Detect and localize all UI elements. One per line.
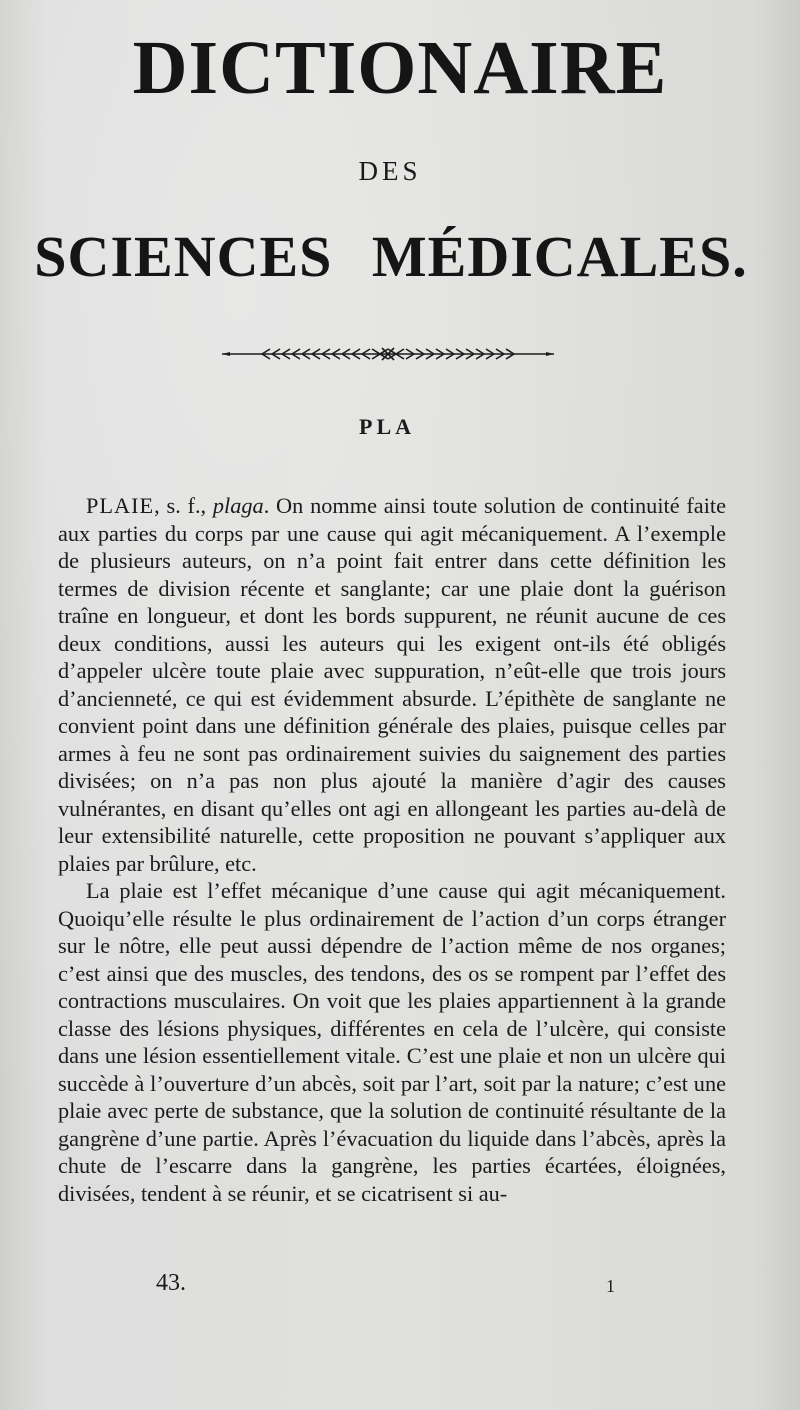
paragraph-2: La plaie est l’effet mécanique d’une cause qui agit mécaniquement. Quoiqu’elle résulte le plus ordinairement de l’action d’un corps étranger sur le nôtre, elle peut aussi dépendre de l’action même de nos organes; c’est ainsi que des muscles, des tendons, des os se rompent par l’effet des contractions musculaires. On voit que les plaies appartiennent à la grande classe des lésions physiques, différentes en cela de l’ulcère, qui consiste dans une lésion essentiellement vitale. C’est une plaie et non un ulcère qui succède à l’ouverture d’un abcès, soit par l’art, soit par la nature; c’est une plaie avec perte de substance, que la solution de continuité résultante de la gangrène d’une partie. Après l’évacuation du liquide dans l’abcès, après la chute de l’escarre dans la gangrène, les parties écartées, éloignées, divisées, tendent à se réunir, et se cicatrisent si au- <box>58 878 726 1206</box>
article-body <box>58 492 726 1207</box>
signature-mark: 1 <box>606 1276 615 1296</box>
title-des: DES <box>358 156 422 186</box>
section-heading: PLA <box>359 414 415 439</box>
paragraph-1 <box>58 492 726 877</box>
latin-term: plaga <box>212 493 264 518</box>
decorative-rule-icon <box>222 346 554 362</box>
title-sciences-medicales: SCIENCES MÉDICALES. <box>34 224 748 289</box>
paragraph-1-text: . On nomme ainsi toute solution de continuité faite aux parties du corps par une cause qui agit mécaniquement. A l’exemple de plusieurs auteurs, on n’a point fait entrer dans cette définition les termes de division récente et sanglante; car une plaie dont la guérison traîne en longueur, et dont les bords suppurent, ne réunit aucune de ces deux conditions, aussi les auteurs qui les exigent ont-ils été obligés d’appeler ulcère toute plaie avec suppuration, n’eût-elle que trois jours d’ancienneté, ce qui est évidemment absurde. L’épithète de sanglante ne convient point dans une définition générale des plaies, puisque celles par armes à feu ne sont pas ordinairement suivies du saignement des parties divisées; on n’a pas non plus ajouté la manière d’agir des causes vulnérantes, en disant qu’elles ont agi en allongeant les parties au-delà de leur extensibilité naturelle, cette proposition ne pouvant s’appliquer aux plaies par brûlure, etc. <box>58 493 726 876</box>
headword: PLAIE <box>86 493 155 518</box>
grammatical-note: , s. f., <box>154 493 213 518</box>
title-dictionaire: DICTIONAIRE <box>132 26 668 110</box>
volume-number: 43. <box>156 1270 186 1296</box>
